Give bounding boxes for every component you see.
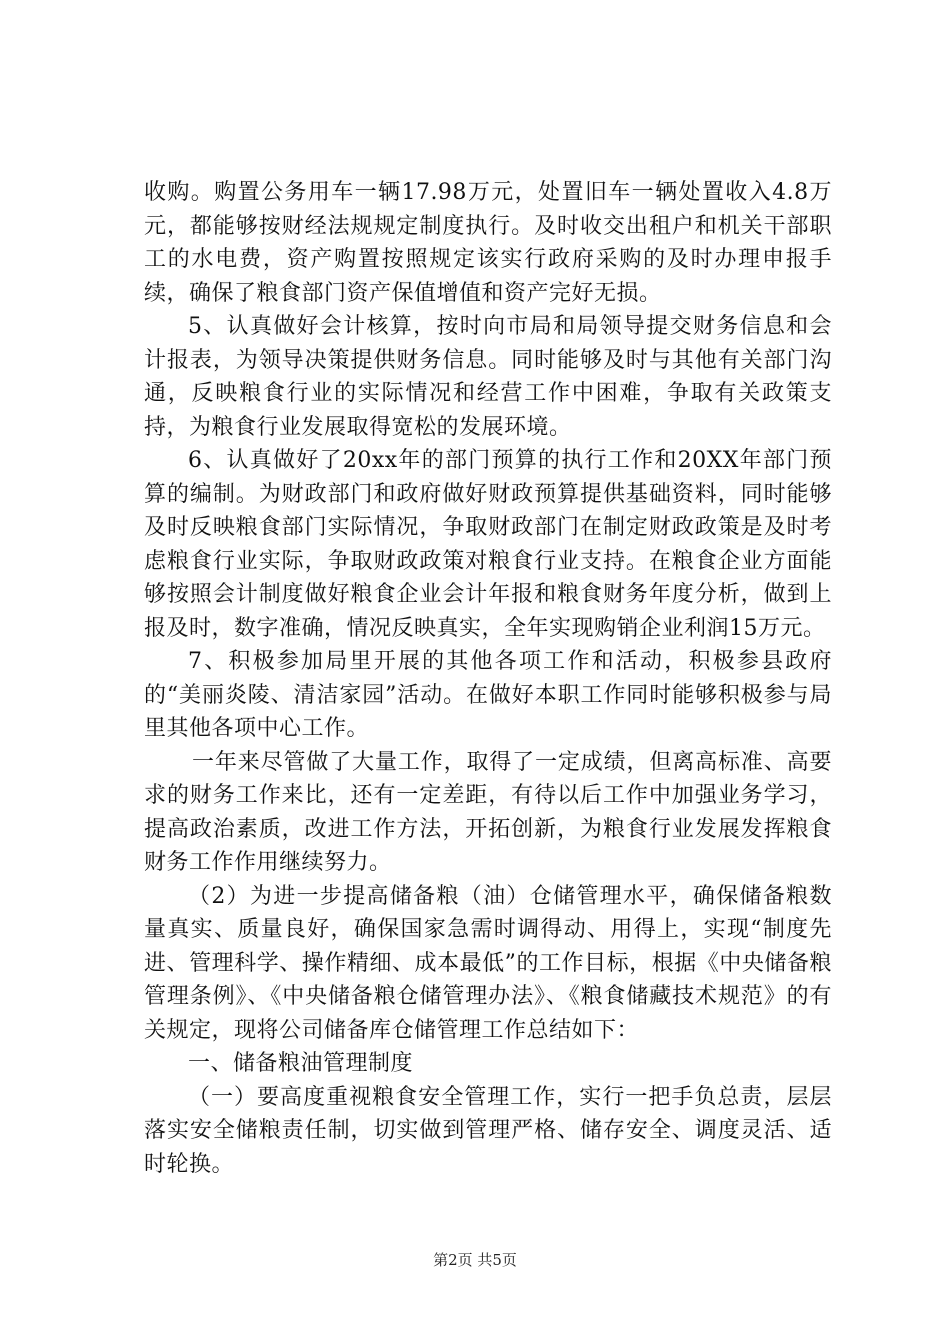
paragraph-section-2-intro: （2）为进一步提高储备粮（油）仓储管理水平，确保储备粮数量真实、质量良好，确保国家急需时调得动、用得上，实现“制度先进、管理科学、操作精细、成本最低”的工作目标，根据《中央储备粮管理条例》、《中央储备粮仓储管理办法》、《粮食储藏技术规范》的有关规定，现将公司储备库仓储管理工作总结如下： [144, 883, 832, 1043]
paragraph-summary: 一年来尽管做了大量工作，取得了一定成绩，但离高标准、高要求的财务工作来比，还有一定差距，有待以后工作中加强业务学习，提高政治素质，改进工作方法，开拓创新，为粮食行业发展发挥粮食财务工作作用继续努力。 [144, 749, 832, 875]
paragraph-item-7: 7、积极参加局里开展的其他各项工作和活动，积极参县政府的“美丽炎陵、清洁家园”活动。在做好本职工作同时能够积极参与局里其他各项中心工作。 [144, 649, 832, 741]
paragraph-subsection-1: （一）要高度重视粮食安全管理工作，实行一把手负总责，层层落实安全储粮责任制，切实做到管理严格、储存安全、调度灵活、适时轮换。 [144, 1084, 832, 1177]
section-heading-storage-rules: 一、储备粮油管理制度 [188, 1051, 414, 1076]
document-body [144, 176, 832, 1181]
paragraph-item-5: 5、认真做好会计核算，按时向市局和局领导提交财务信息和会计报表，为领导决策提供财务信息。同时能够及时与其他有关部门沟通，反映粮食行业的实际情况和经营工作中困难，争取有关政策支持，为粮食行业发展取得宽松的发展环境。 [144, 314, 832, 440]
page-number-footer: 第2页 共5页 [433, 1251, 517, 1269]
paragraph-item-6: 6、认真做好了20xx年的部门预算的执行工作和20XX年部门预算的编制。为财政部门和政府做好财政预算提供基础资料，同时能够及时反映粮食部门实际情况，争取财政部门在制定财政政策是及时考虑粮食行业实际，争取财政政策对粮食行业支持。在粮食企业方面能够按照会计制度做好粮食企业会计年报和粮食财务年度分析，做到上报及时，数字准确，情况反映真实，全年实现购销企业利润15万元。 [144, 448, 832, 641]
paragraph-asset-purchase: 收购。购置公务用车一辆17.98万元，处置旧车一辆处置收入4.8万元，都能够按财经法规规定制度执行。及时收交出租户和机关干部职工的水电费，资产购置按照规定该实行政府采购的及时办理申报手续，确保了粮食部门资产保值增值和资产完好无损。 [144, 180, 832, 306]
